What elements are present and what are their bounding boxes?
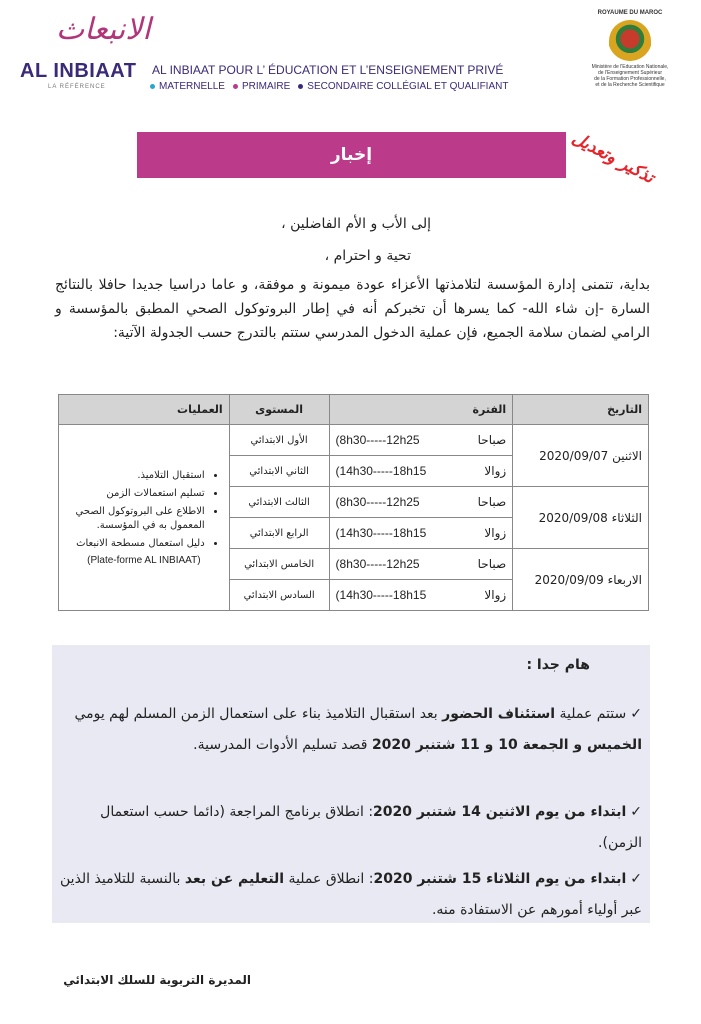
greeting: تحية و احترام ، bbox=[324, 248, 411, 264]
time-cell: زوالا (14h30-----18h15 bbox=[329, 580, 513, 611]
salutation: إلى الأب و الأم الفاضلين ، bbox=[281, 216, 431, 232]
note-distance-learning: ✓ابتداء من يوم الثلاثاء 15 شتنبر 2020: انطلاق عملية التعليم عن بعد بالنسبة للتلاميذ الذين عبر أولياء أمورهم عن الاستفادة منه. bbox=[60, 871, 642, 918]
time-cell: صباحا (8h30-----12h25 bbox=[329, 549, 513, 580]
bullet-dot-icon bbox=[150, 84, 155, 89]
header-period: الفترة bbox=[329, 395, 513, 425]
operations-cell bbox=[59, 425, 230, 611]
platform-note: (Plate-forme AL INBIAAT) bbox=[87, 555, 201, 566]
level-cell: الثالث الابتدائي bbox=[229, 487, 329, 518]
level-cell: الثاني الابتدائي bbox=[229, 456, 329, 487]
level-cell: الخامس الابتدائي bbox=[229, 549, 329, 580]
time-cell: صباحا (8h30-----12h25 bbox=[329, 487, 513, 518]
table-header-row bbox=[59, 395, 649, 425]
date-cell: الاثنين 2020/09/07 bbox=[513, 425, 649, 487]
kingdom-label: ROYAUME DU MAROC bbox=[597, 10, 663, 16]
reminder-stamp: تذكير وتعديل bbox=[568, 128, 658, 188]
table-row bbox=[59, 425, 649, 456]
logo-name: AL INBIAAT bbox=[20, 60, 137, 82]
date-cell: الثلاثاء 2020/09/08 bbox=[513, 487, 649, 549]
ministry-block bbox=[580, 10, 680, 95]
note-revision-program: ✓ابتداء من يوم الاثنين 14 شتنبر 2020: انطلاق برنامج المراجعة (دائما حسب استعمال الزمن). bbox=[100, 804, 642, 851]
important-title: هام جدا : bbox=[526, 657, 590, 673]
operations-list bbox=[65, 469, 223, 551]
checkmark-icon: ✓ bbox=[630, 804, 642, 820]
list-item: • استقبال التلاميذ. bbox=[65, 469, 205, 483]
schedule-table bbox=[58, 394, 649, 611]
page-title: إخبار bbox=[330, 145, 373, 165]
school-name: AL INBIAAT POUR L’ ÉDUCATION ET L’ENSEIGNEMENT PRIVÉ bbox=[152, 63, 504, 77]
level-cell: السادس الابتدائي bbox=[229, 580, 329, 611]
list-item: • تسليم استعمالات الزمن bbox=[65, 487, 205, 501]
school-logo bbox=[18, 12, 151, 92]
time-cell: زوالا (14h30-----18h15 bbox=[329, 456, 513, 487]
school-levels bbox=[150, 81, 508, 92]
header-date: التاريخ bbox=[513, 395, 649, 425]
checkmark-icon: ✓ bbox=[630, 706, 642, 722]
signature-line: المديرة التربوية للسلك الابتدائي bbox=[63, 973, 251, 987]
ministry-label: Ministère de l'Education Nationale, de l'Enseignement Supérieur de la Formation Professionnelle, et de la Recherche Scientifique bbox=[591, 64, 669, 88]
list-item: • الاطلاع على البروتوكول الصحي المعمول به في المؤسسة. bbox=[65, 505, 205, 533]
bullet-dot-icon bbox=[298, 84, 303, 89]
logo-arabic-mark: الانبعاث bbox=[56, 12, 151, 47]
title-banner bbox=[137, 132, 566, 178]
level-secondaire: SECONDAIRE COLLÉGIAL ET QUALIFIANT bbox=[298, 81, 508, 92]
coat-of-arms-icon bbox=[609, 20, 651, 62]
date-cell: الاربعاء 2020/09/09 bbox=[513, 549, 649, 611]
intro-paragraph: بداية، تتمنى إدارة المؤسسة لتلامذتها الأعزاء عودة ميمونة و موفقة، و عاما دراسيا جديدا حافلا بالنتائج السارة -إن شاء الله- كما يسرها أن تخبركم أنه في إطار البروتوكول الصحي المطبق بالمؤسسة و الرامي لضمان سلامة الجميع، فإن عملية الدخول المدرسي ستتم بالتدرج حسب الجدولة الآتية: bbox=[55, 277, 650, 341]
header-level: المستوى bbox=[229, 395, 329, 425]
level-cell: الأول الابتدائي bbox=[229, 425, 329, 456]
header-operations: العمليات bbox=[59, 395, 230, 425]
note-resume-attendance: ✓ستتم عملية استئناف الحضور بعد استقبال التلاميذ بناء على استعمال الزمن المسلم لهم يومي الخميس و الجمعة 10 و 11 شتنبر 2020 قصد تسليم الأدوات المدرسية. bbox=[74, 706, 642, 753]
important-box bbox=[52, 645, 650, 923]
bullet-dot-icon bbox=[233, 84, 238, 89]
time-cell: زوالا (14h30-----18h15 bbox=[329, 518, 513, 549]
level-maternelle: MATERNELLE bbox=[150, 81, 225, 92]
logo-tagline: LA RÉFÉRENCE bbox=[48, 84, 106, 90]
checkmark-icon: ✓ bbox=[630, 871, 642, 887]
level-cell: الرابع الابتدائي bbox=[229, 518, 329, 549]
time-cell: صباحا (8h30-----12h25 bbox=[329, 425, 513, 456]
list-item: • دليل استعمال مسطحة الانبعاث bbox=[65, 537, 205, 551]
level-primaire: PRIMAIRE bbox=[233, 81, 290, 92]
